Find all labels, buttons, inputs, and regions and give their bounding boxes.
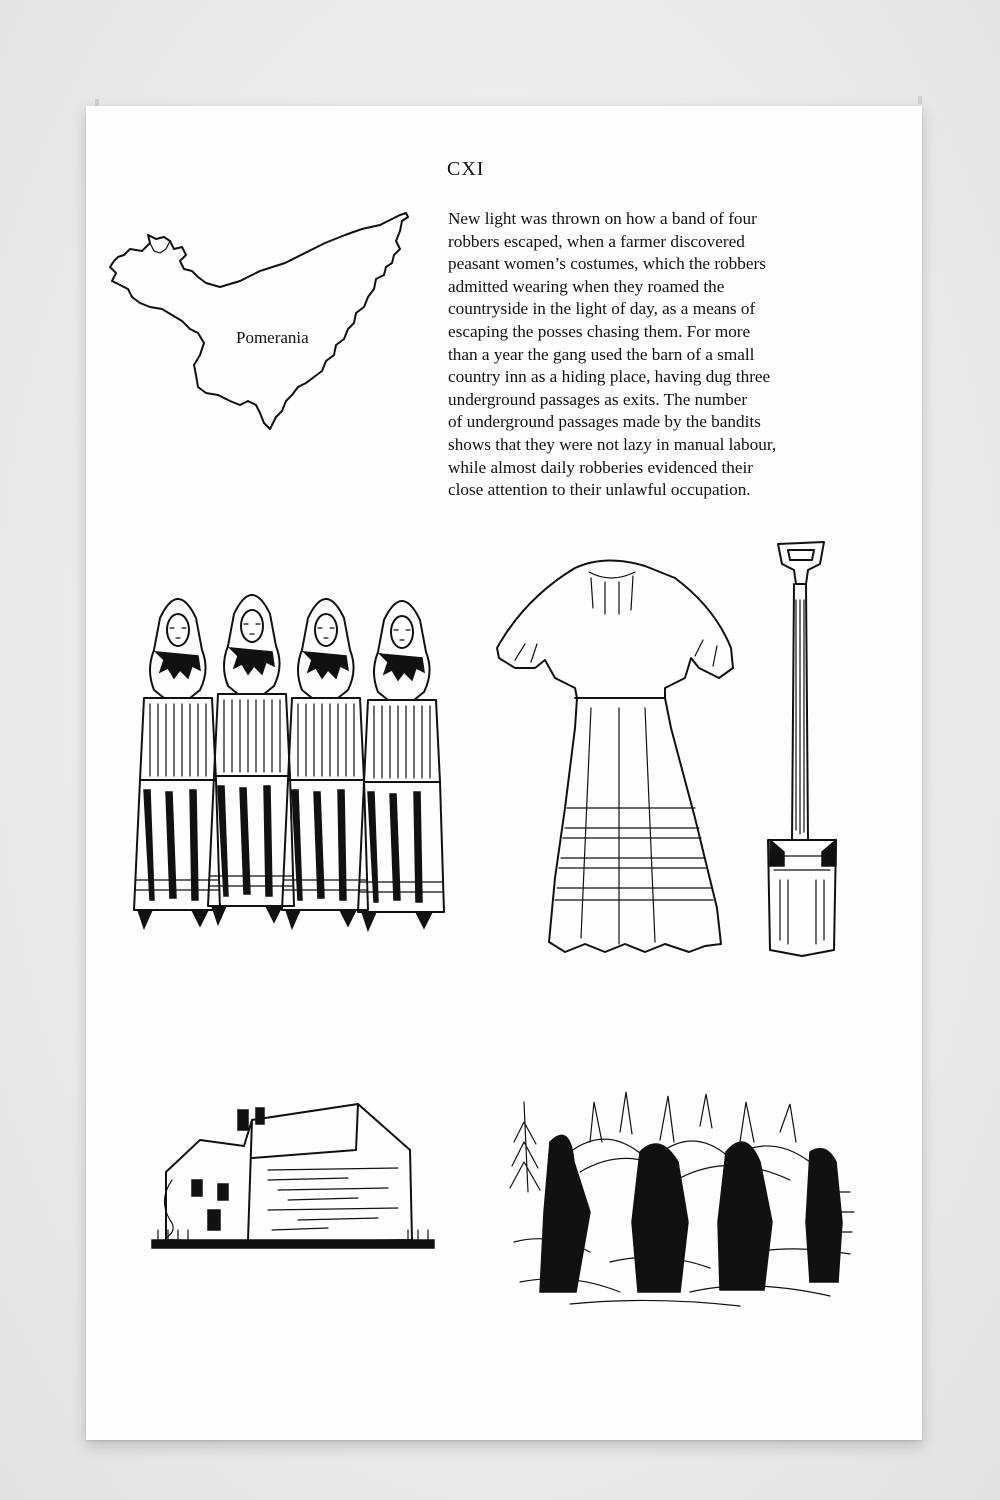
story-line: escaping the posses chasing them. For more (448, 321, 751, 341)
story-line: close attention to their unlawful occupation. (448, 480, 751, 500)
story-line: peasant women’s costumes, which the robbers (448, 254, 766, 274)
story-line: while almost daily robberies evidenced their (448, 457, 753, 477)
pomerania-map (100, 205, 420, 440)
peasant-dress-drawing (495, 548, 745, 960)
map-region-label: Pomerania (236, 328, 309, 347)
story-line: robbers escaped, when a farmer discovered (448, 231, 745, 251)
page-numeral: CXI (447, 158, 485, 180)
spade-drawing (760, 540, 850, 960)
story-line: of underground passages made by the bandits (448, 412, 761, 432)
story-line: shows that they were not lazy in manual labour, (448, 434, 777, 454)
story-line: countryside in the light of day, as a means of (448, 299, 756, 319)
story-line: admitted wearing when they roamed the (448, 276, 725, 296)
story-line: New light was thrown on how a band of four (448, 209, 757, 228)
pin-right (918, 96, 922, 104)
story-line: than a year the gang used the barn of a small (448, 344, 755, 364)
story-line: country inn as a hiding place, having dug three (448, 367, 771, 387)
country-inn-drawing (148, 1080, 438, 1260)
story-text (448, 208, 820, 502)
women-in-forest-drawing (510, 1082, 855, 1312)
story-line: underground passages as exits. The number (448, 389, 748, 409)
four-women-in-costume-drawing (130, 580, 470, 930)
